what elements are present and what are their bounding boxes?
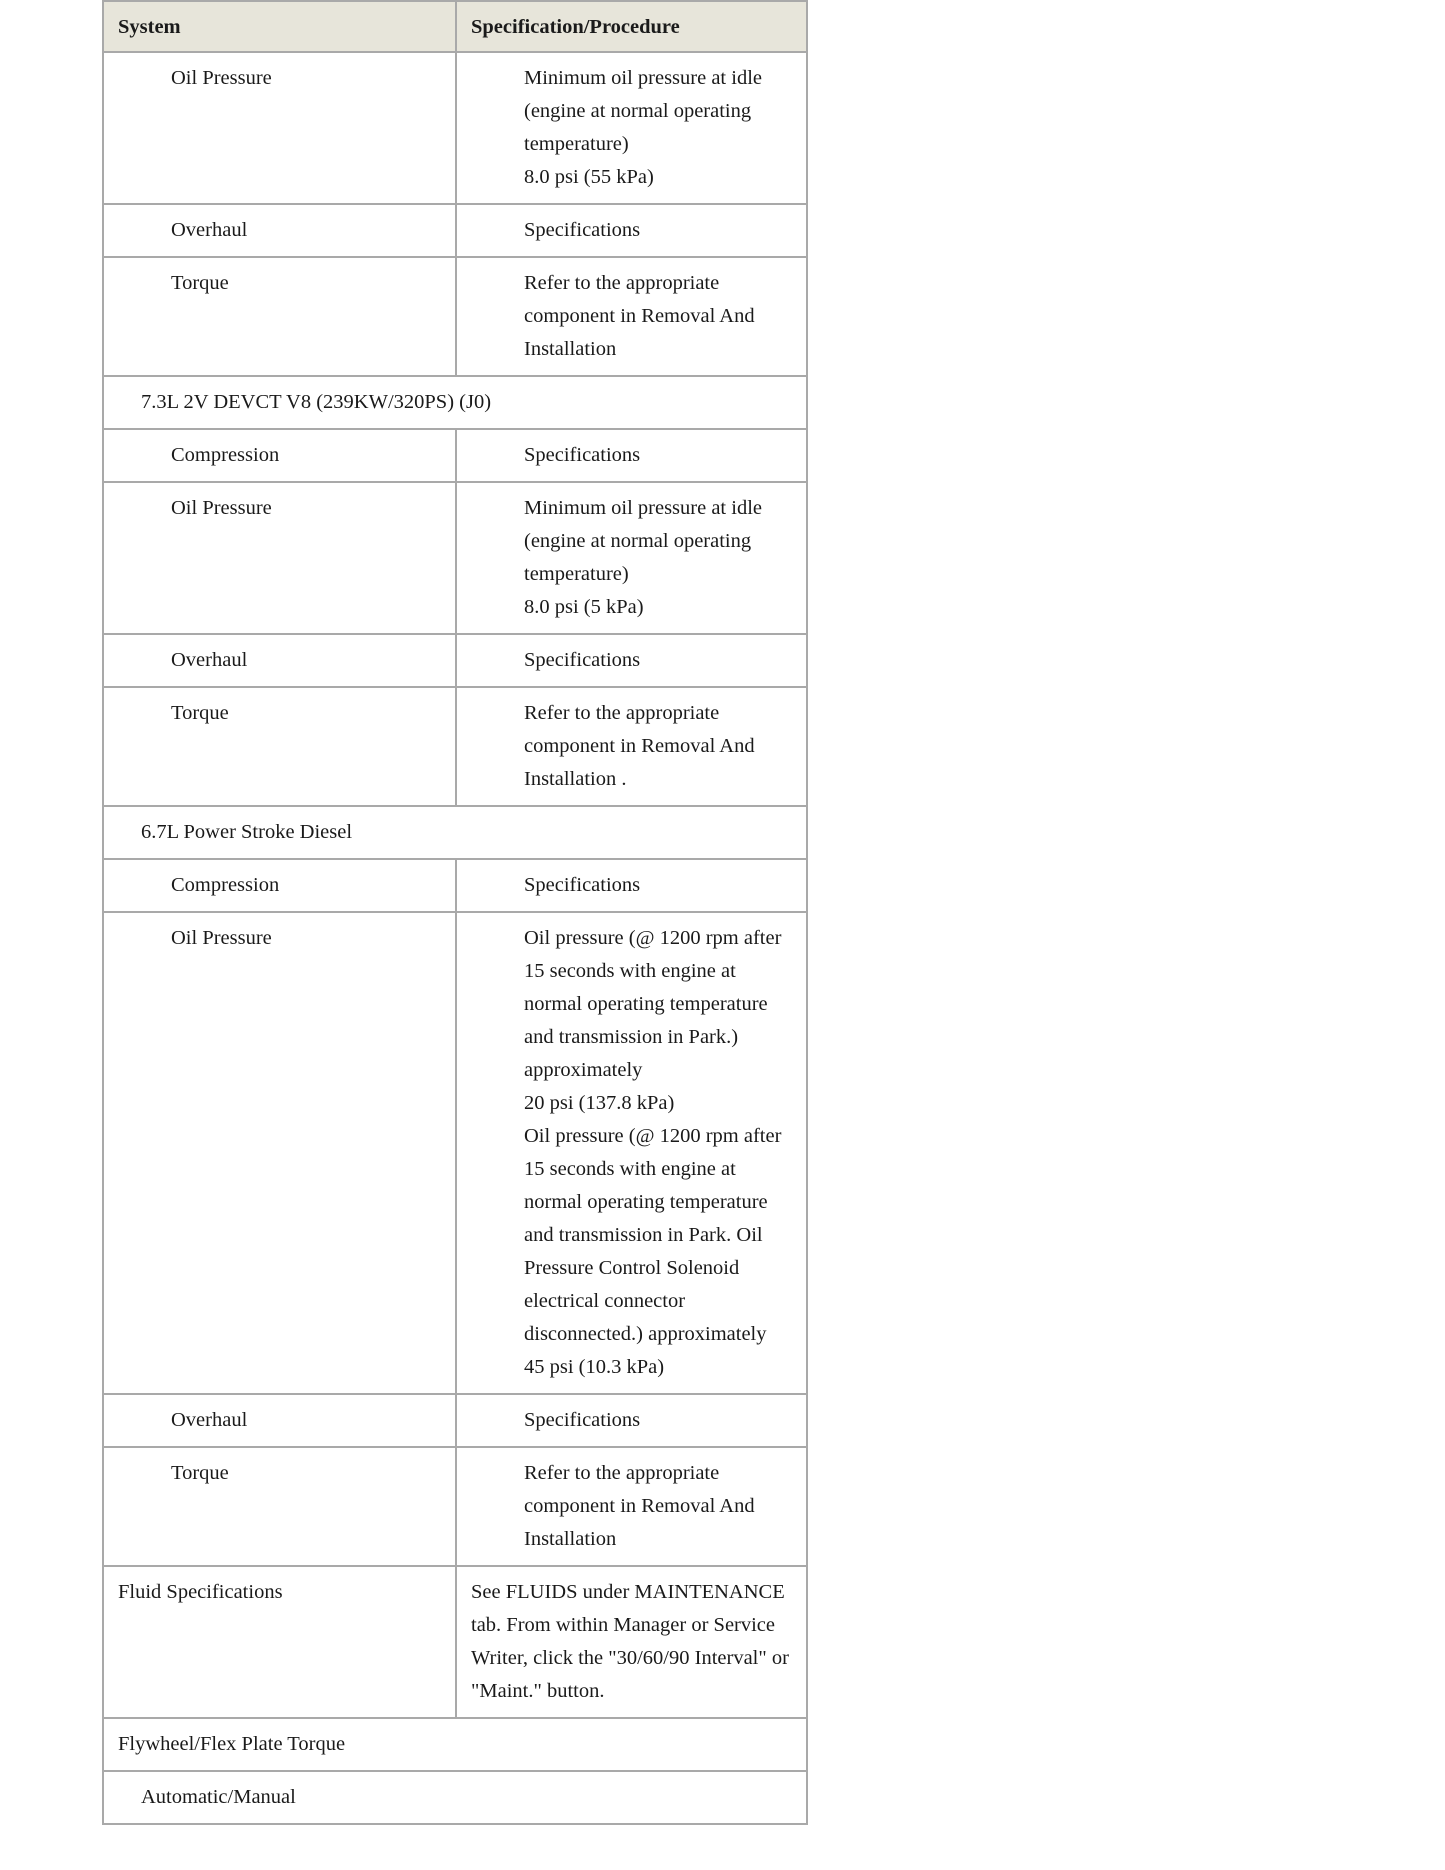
table-row bbox=[103, 257, 807, 376]
specification-cell bbox=[456, 687, 807, 806]
specification-cell bbox=[456, 429, 807, 482]
table-group-row bbox=[103, 1771, 807, 1824]
group-label: Flywheel/Flex Plate Torque bbox=[103, 1718, 807, 1771]
specification-line: Specifications bbox=[524, 1409, 641, 1431]
group-label: 6.7L Power Stroke Diesel bbox=[103, 806, 807, 859]
specification-cell bbox=[456, 1566, 807, 1718]
table-body bbox=[103, 52, 807, 1824]
specification-line: 20 psi (137.8 kPa) bbox=[524, 1092, 675, 1114]
specification-cell bbox=[456, 859, 807, 912]
table-group-row bbox=[103, 806, 807, 859]
system-cell: Torque bbox=[103, 257, 456, 376]
table-row bbox=[103, 204, 807, 257]
system-cell: Fluid Specifications bbox=[103, 1566, 456, 1718]
specification-line: 8.0 psi (5 kPa) bbox=[524, 596, 644, 618]
specification-line: Minimum oil pressure at idle (engine at normal operating temperature) bbox=[524, 67, 762, 155]
table-group-row bbox=[103, 1718, 807, 1771]
specification-line: Specifications bbox=[524, 219, 641, 241]
specification-line: Oil pressure (@ 1200 rpm after 15 seconds with engine at normal operating temperature and transmission in Park.) approximately bbox=[524, 927, 782, 1081]
specification-cell bbox=[456, 52, 807, 204]
table-row bbox=[103, 634, 807, 687]
system-cell: Overhaul bbox=[103, 204, 456, 257]
specification-line: Refer to the appropriate component in Removal And Installation . bbox=[524, 702, 755, 790]
specification-line: Specifications bbox=[524, 444, 641, 466]
system-cell: Oil Pressure bbox=[103, 52, 456, 204]
table-row bbox=[103, 482, 807, 634]
specification-line: Refer to the appropriate component in Removal And Installation bbox=[524, 1462, 755, 1550]
specification-cell bbox=[456, 257, 807, 376]
table-row bbox=[103, 1447, 807, 1566]
specification-cell bbox=[456, 912, 807, 1394]
table-header-row bbox=[103, 1, 807, 52]
specification-cell bbox=[456, 1394, 807, 1447]
group-label: 7.3L 2V DEVCT V8 (239KW/320PS) (J0) bbox=[103, 376, 807, 429]
specification-line: Specifications bbox=[524, 649, 641, 671]
system-cell: Oil Pressure bbox=[103, 482, 456, 634]
table-group-row bbox=[103, 376, 807, 429]
table-row bbox=[103, 859, 807, 912]
specification-line: 45 psi (10.3 kPa) bbox=[524, 1356, 665, 1378]
specification-cell bbox=[456, 634, 807, 687]
specification-line: See FLUIDS under MAINTENANCE tab. From within Manager or Service Writer, click the "30/60/90 Interval" or "Maint." button. bbox=[471, 1581, 789, 1702]
specifications-table bbox=[102, 0, 808, 1825]
table-row bbox=[103, 1394, 807, 1447]
system-cell: Torque bbox=[103, 687, 456, 806]
system-cell: Compression bbox=[103, 859, 456, 912]
system-cell: Oil Pressure bbox=[103, 912, 456, 1394]
table-row bbox=[103, 1566, 807, 1718]
specification-column-header: Specification/Procedure bbox=[456, 1, 807, 52]
table-row bbox=[103, 687, 807, 806]
system-cell: Compression bbox=[103, 429, 456, 482]
system-cell: Overhaul bbox=[103, 1394, 456, 1447]
specification-line: Oil pressure (@ 1200 rpm after 15 seconds with engine at normal operating temperature and transmission in Park. Oil Pressure Control Solenoid electrical connector disconnected.) approximately bbox=[524, 1125, 782, 1345]
specification-cell bbox=[456, 482, 807, 634]
group-label: Automatic/Manual bbox=[103, 1771, 807, 1824]
specification-line: Refer to the appropriate component in Removal And Installation bbox=[524, 272, 755, 360]
system-column-header: System bbox=[103, 1, 456, 52]
system-cell: Overhaul bbox=[103, 634, 456, 687]
specification-line: Specifications bbox=[524, 874, 641, 896]
system-cell: Torque bbox=[103, 1447, 456, 1566]
specification-cell bbox=[456, 1447, 807, 1566]
table-row bbox=[103, 429, 807, 482]
specification-line: Minimum oil pressure at idle (engine at normal operating temperature) bbox=[524, 497, 762, 585]
specification-cell bbox=[456, 204, 807, 257]
table-row bbox=[103, 52, 807, 204]
specification-line: 8.0 psi (55 kPa) bbox=[524, 166, 654, 188]
table-row bbox=[103, 912, 807, 1394]
